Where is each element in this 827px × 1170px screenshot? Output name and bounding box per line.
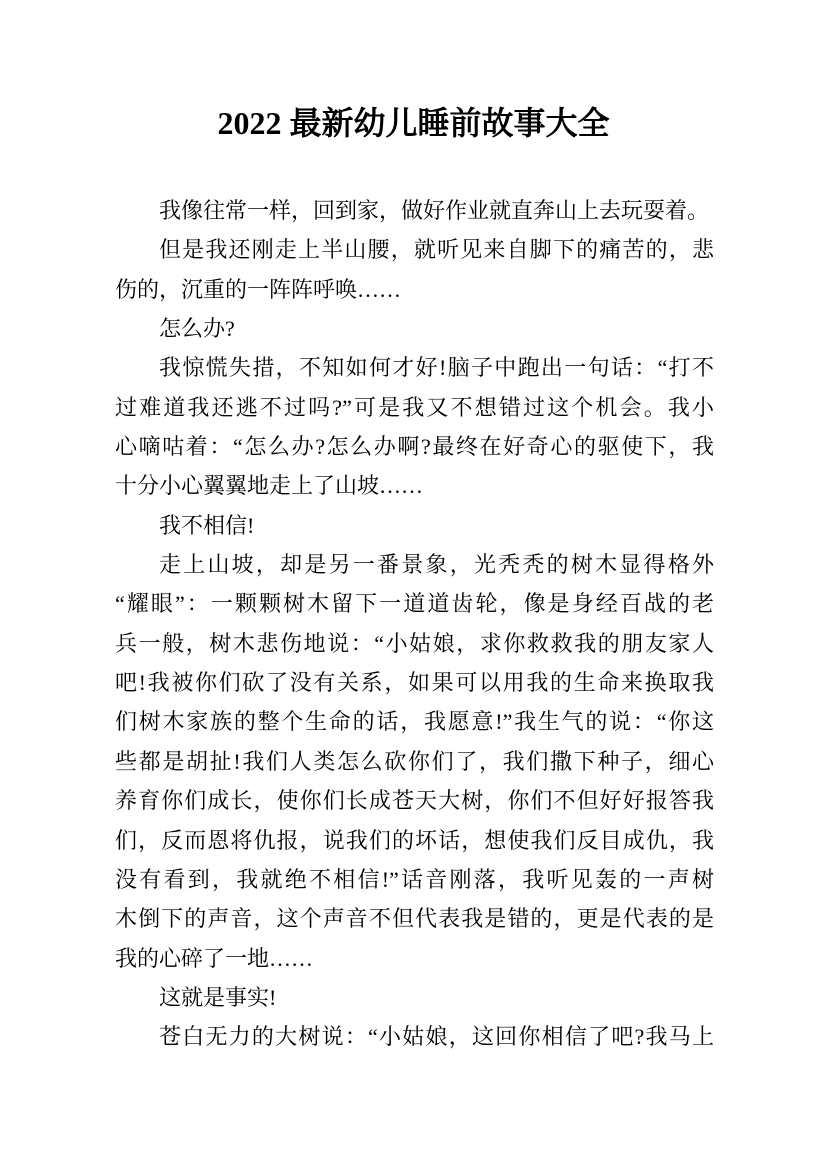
text-line: 们，反而恩将仇报，说我们的坏话，想使我们反目成仇，我: [115, 827, 714, 853]
paragraph: [115, 506, 714, 545]
text-line: 吧!我被你们砍了没有关系，如果可以用我的生命来换取我: [115, 670, 714, 696]
text-line: 我惊慌失措，不知如何才好!脑子中跑出一句话：“打不: [159, 355, 714, 381]
text-line: 十分小心翼翼地走上了山坡……: [115, 473, 424, 499]
paragraph: [115, 191, 714, 230]
text-line: 们树木家族的整个生命的话，我愿意!”我生气的说：“你这: [115, 709, 714, 735]
text-line: 我的心碎了一地……: [115, 945, 314, 971]
text-line: 我像往常一样，回到家，做好作业就直奔山上去玩耍着。: [159, 198, 710, 223]
document-title: 2022 最新幼儿睡前故事大全: [217, 105, 610, 141]
text-line: 些都是胡扯!我们人类怎么砍你们了，我们撒下种子，细心: [115, 748, 714, 774]
paragraph: [115, 309, 714, 348]
text-line: 木倒下的声音，这个声音不但代表我是错的，更是代表的是: [115, 906, 714, 932]
text-line: 我不相信!: [159, 512, 255, 538]
text-line: 但是我还刚走上半山腰，就听见来自脚下的痛苦的，悲: [159, 237, 714, 263]
text-line: 伤的，沉重的一阵阵呼唤……: [115, 276, 402, 302]
document-body: [115, 191, 714, 1057]
text-line: 苍白无力的大树说：“小姑娘，这回你相信了吧?我马上: [159, 1024, 714, 1050]
paragraph: [115, 230, 714, 309]
text-line: 这就是事实!: [159, 984, 277, 1010]
text-line: “耀眼”：一颗颗树木留下一道道齿轮，像是身经百战的老: [115, 591, 714, 617]
paragraph: [115, 978, 714, 1017]
text-line: 走上山坡，却是另一番景象，光秃秃的树木显得格外: [159, 552, 714, 578]
text-line: 兵一般，树木悲伤地说：“小姑娘，求你救救我的朋友家人: [115, 630, 714, 656]
text-line: 养育你们成长，使你们长成苍天大树，你们不但好好报答我: [115, 788, 714, 814]
paragraph: [115, 545, 714, 978]
paragraph: [115, 348, 714, 505]
text-line: 心嘀咕着：“怎么办?怎么办啊?最终在好奇心的驱使下，我: [115, 434, 714, 460]
text-line: 怎么办?: [159, 316, 235, 342]
paragraph: [115, 1017, 714, 1056]
text-line: 没有看到，我就绝不相信!”话音刚落，我听见轰的一声树: [115, 866, 714, 892]
text-line: 过难道我还逃不过吗?”可是我又不想错过这个机会。我小: [115, 394, 714, 420]
